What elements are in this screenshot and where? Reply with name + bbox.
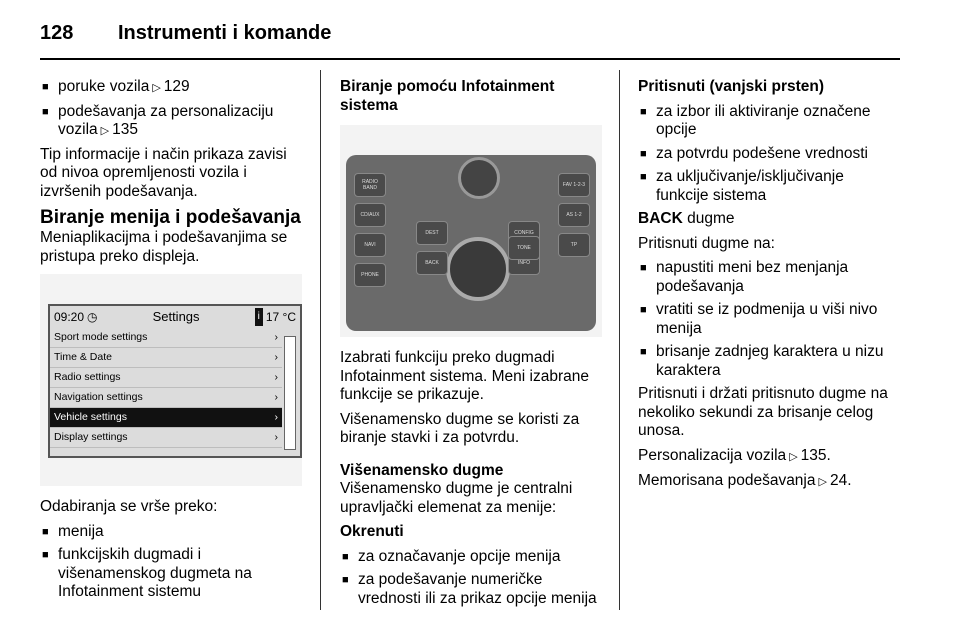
settings-menu-item-label: Display settings [54, 431, 128, 444]
settings-screen-figure [40, 274, 302, 486]
column-1 [40, 78, 302, 607]
reference-paragraph: Memorisana podešavanja▷ 24. [638, 472, 900, 492]
column-divider-2 [619, 70, 620, 610]
paragraph: Višenamensko dugme je centralni upravljački elemenat za menije: [340, 480, 573, 516]
list-item: ■ za označavanje opcije menija [340, 548, 602, 567]
infotainment-console [346, 155, 596, 331]
console-button[interactable]: TONE [508, 236, 540, 260]
subheading: Višenamensko dugme [340, 461, 504, 479]
settings-menu-item-label: Navigation settings [54, 391, 143, 404]
settings-screen [48, 304, 302, 458]
console-button[interactable]: NAVI [354, 233, 386, 257]
page-ref[interactable]: ▷ 135. [786, 447, 831, 464]
settings-menu-item[interactable] [50, 368, 282, 388]
list-item: ■ za izbor ili aktiviranje označene opcije [638, 103, 900, 140]
paragraph: Izabrati funkciju preko dugmadi Infotainment sistema. Meni izabrane funkcije se prikazuje. [340, 349, 589, 403]
screen-title: Settings [152, 308, 200, 324]
page-number: 128 [40, 22, 74, 44]
via-paragraph: Odabiranja se vrše preko: [40, 498, 218, 515]
console-button[interactable]: CONFIG [508, 221, 540, 245]
header-rule [40, 58, 900, 60]
page-ref[interactable]: ▷ 24. [816, 472, 852, 489]
list-item: ■ podešavanja za personalizaciju vozila▷ 135 [40, 103, 302, 141]
console-button[interactable]: BACK [416, 251, 448, 275]
paragraph: Pritisnuti dugme na: [638, 234, 775, 252]
list-item: ■ napustiti meni bez menjanja podešavanja [638, 259, 900, 296]
tip-paragraph: Tip informacije i način prikaza zavisi od nivoa opremljenosti vozila i izvršenih podešavanja. [40, 145, 287, 200]
column-divider-1 [320, 70, 321, 610]
paragraph: Pritisnuti i držati pritisnuto dugme na nekoliko sekundi za brisanje celog unosa. [638, 385, 888, 439]
console-button[interactable]: CD/AUX [354, 203, 386, 227]
paragraph: Višenamensko dugme se koristi za biranje stavki i za potvrdu. [340, 410, 580, 446]
page-ref[interactable]: ▷ 135 [98, 121, 138, 138]
console-button[interactable]: AS 1-2 [558, 203, 590, 227]
back-button-paragraph: BACK dugme [638, 210, 735, 227]
column-3 [638, 78, 900, 498]
list-item: ■ za podešavanje numeričke vrednosti ili za prikaz opcije menija [340, 571, 602, 608]
chevron-right-icon: › [274, 371, 278, 384]
settings-menu-item[interactable] [50, 388, 282, 408]
chevron-right-icon: › [274, 411, 278, 424]
settings-menu-item-label: Sport mode settings [54, 331, 148, 344]
section-heading: Biranje menija i podešavanja [40, 207, 301, 228]
console-button[interactable]: INFO [508, 251, 540, 275]
back-label: BACK [638, 210, 683, 227]
multifunction-knob[interactable] [446, 237, 510, 301]
settings-menu-item[interactable] [50, 328, 282, 348]
chevron-right-icon: › [274, 391, 278, 404]
console-button[interactable]: PHONE [354, 263, 386, 287]
console-button[interactable]: DEST [416, 221, 448, 245]
settings-menu-item[interactable] [50, 408, 282, 428]
list-item: ■ funkcijskih dugmadi i višenamenskog dugmeta na Infotainment sistemu [40, 546, 302, 602]
console-button[interactable]: FAV 1-2-3 [558, 173, 590, 197]
console-button[interactable]: RADIO BAND [354, 173, 386, 197]
infotainment-console-figure [340, 125, 602, 337]
list-item: ■ za uključivanje/isključivanje funkcije sistema [638, 168, 900, 205]
chevron-right-icon: › [274, 351, 278, 364]
screen-temperature: 17 °C [265, 309, 296, 324]
chevron-right-icon: › [274, 331, 278, 344]
subheading: Okrenuti [340, 523, 404, 540]
chevron-right-icon: › [274, 431, 278, 444]
page-title: Instrumenti i komande [118, 22, 332, 44]
intro-paragraph: Meniaplikacijma i podešavanjima se pristupa preko displeja. [40, 229, 288, 265]
subheading: Pritisnuti (vanjski prsten) [638, 78, 825, 95]
screen-time: 09:20 [54, 309, 85, 324]
settings-menu-item-label: Radio settings [54, 371, 121, 384]
volume-knob[interactable] [458, 157, 500, 199]
list-item: ■ menija [40, 523, 302, 542]
settings-menu-item[interactable] [50, 428, 282, 448]
section-heading: Biranje pomoću Infotainment sistema [340, 78, 555, 114]
console-button[interactable]: TP [558, 233, 590, 257]
settings-menu-item-label: Time & Date [54, 351, 112, 364]
list-item: ■ vratiti se iz podmenija u viši nivo menija [638, 301, 900, 338]
clock-icon: ◷ [87, 309, 98, 324]
list-item: ■ brisanje zadnjeg karaktera u nizu karaktera [638, 343, 900, 380]
screen-header [50, 306, 300, 328]
settings-menu-item[interactable] [50, 348, 282, 368]
reference-paragraph: Personalizacija vozila▷ 135. [638, 447, 900, 467]
list-item: ■ za potvrdu podešene vrednosti [638, 145, 900, 164]
info-icon: i [255, 308, 263, 327]
scrollbar[interactable] [284, 336, 296, 450]
page-ref[interactable]: ▷ 129 [149, 78, 189, 95]
list-item: ■ poruke vozila▷ 129 [40, 78, 302, 98]
column-2 [340, 78, 602, 613]
settings-menu-item-label: Vehicle settings [54, 411, 127, 424]
